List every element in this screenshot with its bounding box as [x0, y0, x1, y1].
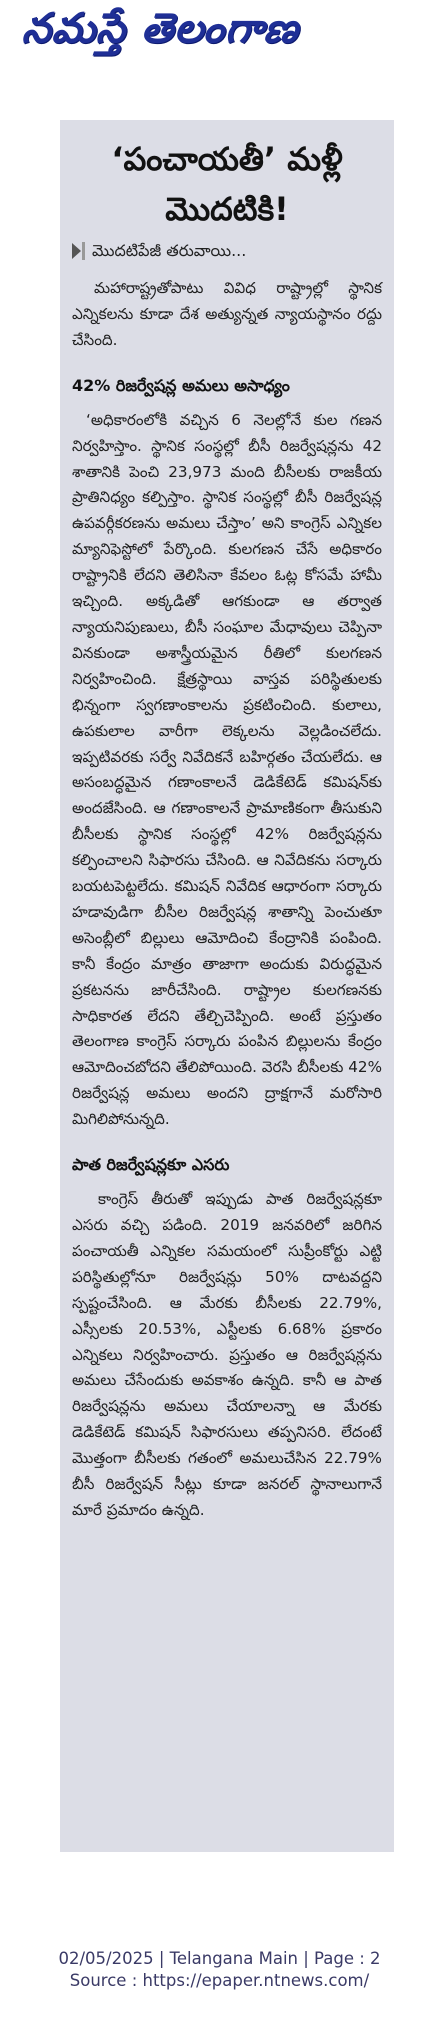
article-headline: ‘పంచాయతీ’ మళ్లీ మొదటికి!: [111, 140, 343, 228]
edition-info: 02/05/2025 | Telangana Main | Page : 2: [58, 1949, 381, 1968]
article-paragraph: మహారాష్ట్రతోపాటు వివిధ రాష్ట్రాల్లో స్థానిక ఎన్నికలను కూడా దేశ అత్యున్నత న్యాయస్థానం రద్దు చేసింది.: [72, 279, 382, 349]
article-subheading: పాత రిజర్వేషన్లకూ ఎసరు: [72, 1155, 230, 1175]
continuation-line: [72, 240, 382, 262]
newspaper-logo: నమస్తే తెలంగాణ: [20, 4, 301, 52]
article-subheading: 42% రిజర్వేషన్ల అమలు అసాధ్యం: [72, 375, 290, 395]
divider: [82, 242, 85, 260]
source-link[interactable]: Source : https://epaper.ntnews.com/: [69, 1971, 370, 1990]
article-clipping: [60, 120, 394, 1852]
masthead: [0, 0, 439, 74]
page-footer: [0, 1948, 439, 1992]
arrow-right-icon: [72, 243, 81, 259]
continuation-text: మొదటిపేజీ తరువాయి...: [92, 241, 247, 260]
article-paragraph: కాంగ్రెస్ తీరుతో ఇప్పుడు పాత రిజర్వేషన్లకూ ఎసరు వచ్చి పడింది. 2019 జనవరిలో జరిగిన పంచాయతీ ఎన్నికల సమయంలో సుప్రీంకోర్టు ఎట్టి పరిస్థితుల్లోనూ రిజర్వేషన్లు 50% దాటవద్దని స్పష్టంచేసింది. ఆ మేరకు బీసీలకు 22.79%, ఎస్సీలకు 20.53%, ఎస్టీలకు 6.68% ప్రకారం ఎన్నికలు నిర్వహించారు. ప్రస్తుతం ఆ రిజర్వేషన్లను అమలు చేసేందుకు అవకాశం ఉన్నది. కానీ ఆ పాత రిజర్వేషన్లను అమలు చేయాలన్నా ఆ మేరకు డెడికేటెడ్ కమిషన్ సిఫారసులు తప్పనిసరి. లేదంటే మొత్తంగా బీసీలకు గతంలో అమలుచేసిన 22.79% బీసీ రిజర్వేషన్ సీట్లు కూడా జనరల్ స్థానాలుగానే మారే ప్రమాదం ఉన్నది.: [72, 1190, 382, 1519]
article-paragraph: ‘అధికారంలోకి వచ్చిన 6 నెలల్లోనే కుల గణన నిర్వహిస్తాం. స్థానిక సంస్థల్లో బీసీ రిజర్వేషన్లను 42 శాతానికి పెంచి 23,973 మంది బీసీలకు రాజకీయ ప్రాతినిధ్యం కల్పిస్తాం. స్థానిక సంస్థల్లో బీసీ రిజర్వేషన్ల ఉపవర్గీకరణను అమలు చేస్తాం’ అని కాంగ్రెస్ ఎన్నికల మ్యానిఫెస్టోలో పేర్కొంది. కులగణన చేసే అధికారం రాష్ట్రానికి లేదని తెలిసినా కేవలం ఓట్ల కోసమే హామీ ఇచ్చింది. అక్కడితో ఆగకుండా ఆ తర్వాత న్యాయనిపుణులు, బీసీ సంఘాల మేధావులు చెప్పినా వినకుండా అశాస్త్రీయమైన రీతిలో కులగణన నిర్వహించింది. క్షేత్రస్థాయి వాస్తవ పరిస్థితులకు భిన్నంగా స్వగణాంకాలను ప్రకటించింది. కులాలు, ఉపకులాల వారీగా లెక్కలను వెల్లడించలేదు. ఇప్పటివరకు సర్వే నివేదికనే బహిర్గతం చేయలేదు. ఆ అసంబద్ధమైన గణాంకాలనే డెడికేటెడ్ కమిషన్‌కు అందజేసింది. ఆ గణాంకాలనే ప్రామాణికంగా తీసుకుని బీసీలకు స్థానిక సంస్థల్లో 42% రిజర్వేషన్లను కల్పించాలని సిఫారసు చేసింది. ఆ నివేదికను సర్కారు బయటపెట్టలేదు. కమిషన్ నివేదిక ఆధారంగా సర్కారు హడావుడిగా బీసీల రిజర్వేషన్ల శాతాన్ని పెంచుతూ అసెంబ్లీలో బిల్లులు ఆమోదించి కేంద్రానికి పంపింది. కానీ కేంద్రం మాత్రం తాజాగా అందుకు విరుద్ధమైన ప్రకటనను జారీచేసింది. రాష్ట్రాల కులగణనకు సాధికారత లేదని తేల్చిచెప్పింది. అంటే ప్రస్తుతం తెలంగాణ కాంగ్రెస్ సర్కారు పంపిన బిల్లులను కేంద్రం ఆమోదించబోదని తేలిపోయింది. వెరసి బీసీలకు 42% రిజర్వేషన్ల అమలు అందని ద్రాక్షగానే మరోసారి మిగిలిపోనున్నది.: [72, 410, 382, 1129]
